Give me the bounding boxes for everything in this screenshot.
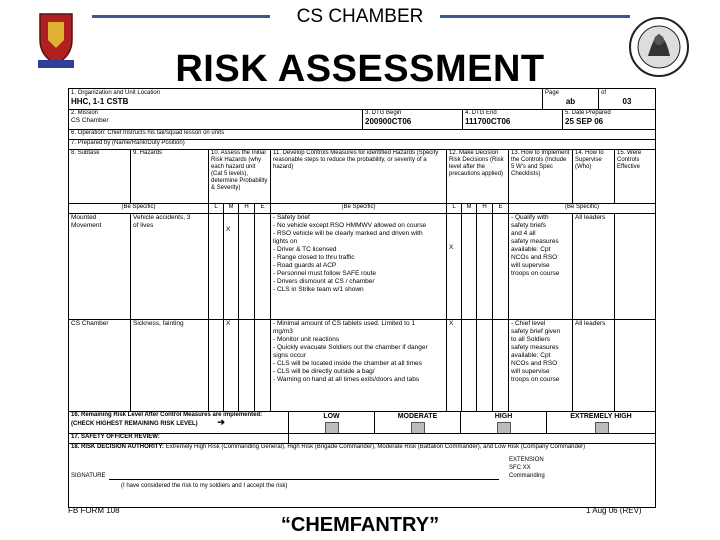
row-effective <box>615 213 655 319</box>
row-mark: X <box>226 226 231 233</box>
form-row-organization <box>69 89 655 110</box>
row-controls: - Minimal amount of CS tablets used. Limited to 1 mg/m3 - Monitor unit reactions - Quickly evacuate Soldiers out the chamber if danger signs occur - CLS will be located inside the chamber at all times - CLS will be directly outside a bag/ - Warning on hand at all times exits/doors and tabs <box>271 319 447 411</box>
row-e <box>255 213 271 319</box>
signature-note: (I have considered the risk to my soldiers and I accept the risk) <box>121 483 288 489</box>
lvl2-m: M <box>462 203 477 213</box>
col-supervise: 14. How to Supervise (Who) <box>573 149 615 203</box>
column-header-row <box>69 149 655 204</box>
chemical-seal-icon <box>628 16 690 78</box>
row-mark: X <box>226 320 231 327</box>
row-risk-h <box>477 319 493 411</box>
arrow-icon: ➔ <box>217 417 225 427</box>
row-risk-e <box>493 319 509 411</box>
lvl-h: H <box>239 203 255 213</box>
lvl2-h: H <box>477 203 493 213</box>
page-title: RISK ASSESSMENT <box>175 48 545 90</box>
row-risk-h <box>477 213 493 319</box>
row-supervise: All leaders <box>573 213 615 319</box>
page-cell <box>543 89 599 109</box>
dtg-begin-value: 200900CT06 <box>365 117 412 126</box>
safety-review-blank <box>289 433 655 443</box>
header-rule-right <box>440 15 630 18</box>
risk-extreme-checkbox[interactable] <box>595 422 609 433</box>
of-label: of <box>601 90 607 96</box>
row-risk-m <box>462 213 477 319</box>
row-supervise: All leaders <box>573 319 615 411</box>
lvl-m: M <box>224 203 239 213</box>
spec-label-b: (Be Specific) <box>271 203 447 213</box>
row-e <box>255 319 271 411</box>
risk-extreme-cell <box>547 411 655 433</box>
unit-crest-icon <box>34 10 78 72</box>
row-subtask: CS Chamber <box>69 319 131 411</box>
row-h <box>239 319 255 411</box>
col-decision: 12. Make Decision Risk Decisions (Risk level after the precautions applied) <box>447 149 509 203</box>
lvl2-l: L <box>447 203 462 213</box>
remaining-risk-row <box>69 411 655 434</box>
risk-moderate-cell <box>375 411 461 433</box>
row-subtask: Mounted Movement <box>69 213 131 319</box>
row-risk-l <box>447 213 462 319</box>
dtg-end-value: 111700CT06 <box>465 117 511 126</box>
row-effective <box>615 319 655 411</box>
org-value: HHC, 1-1 CSTB <box>71 97 129 106</box>
mission-cell <box>69 109 363 129</box>
row-hazard: Vehicle accidents, 3 of lives <box>131 213 209 319</box>
row-l <box>209 213 224 319</box>
form-revision: 1 Aug 06 (REV) <box>586 506 642 515</box>
officer-label: SFC XX <box>509 465 531 471</box>
remaining-risk-label: 16. Remaining Risk Level After Control Measures are implemented: <box>71 412 263 418</box>
risk-low-checkbox[interactable] <box>325 422 339 433</box>
decision-authority-cell <box>69 443 655 497</box>
page-label: Page <box>545 90 560 96</box>
row-m <box>224 319 239 411</box>
mission-label: 2. Mission <box>71 110 99 116</box>
row-h <box>239 213 255 319</box>
date-value: 25 SEP 06 <box>565 117 604 126</box>
org-label: 1. Organization and Unit Location <box>71 90 161 96</box>
risk-extreme-label: EXTREMELY HIGH <box>570 413 632 420</box>
date-cell <box>563 109 655 129</box>
risk-moderate-label: MODERATE <box>397 413 438 420</box>
org-cell <box>69 89 543 109</box>
table-row <box>69 319 655 412</box>
risk-high-cell <box>461 411 547 433</box>
col-hazards: 9. Hazards <box>131 149 209 203</box>
row-risk-l <box>447 319 462 411</box>
row-hazard: Sickness, fainting <box>131 319 209 411</box>
dtg-begin-label: 3. DTG Begin <box>365 110 402 116</box>
remaining-risk-sub: (CHECK HIGHEST REMAINING RISK LEVEL) <box>71 421 198 427</box>
table-row <box>69 213 655 320</box>
decision-authority-label: 18. RISK DECISION AUTHORITY: <box>71 444 165 450</box>
remaining-risk-cell <box>69 411 289 433</box>
prepared-by-label: 7. Prepared by (Name/Rank/Duty Position) <box>71 140 185 146</box>
mission-value: CS Chamber <box>71 117 109 124</box>
row-risk-e <box>493 213 509 319</box>
of-value: 03 <box>622 97 632 106</box>
chamber-heading: CS CHAMBER <box>296 6 424 27</box>
of-cell <box>599 89 655 109</box>
row-l <box>209 319 224 411</box>
safety-review-label: 17. SAFETY OFFICER REVIEW: <box>69 433 289 443</box>
commanding-label: Commanding <box>509 473 545 479</box>
decision-authority-row <box>69 443 655 497</box>
header-rule-left <box>92 15 270 18</box>
row-risk-m <box>462 319 477 411</box>
dtg-end-cell <box>463 109 563 129</box>
footer-motto: “CHEMFANTRY” <box>280 514 440 536</box>
page-value: ab <box>565 97 576 106</box>
signature-line[interactable] <box>109 479 499 480</box>
spec-label-a: (Be Specific) <box>69 203 209 213</box>
col-assess: 10. Assess the Initial Risk Hazards (why each hazard unit (Cat 5 levels), determine Probability & Severity) <box>209 149 271 203</box>
dtg-begin-cell <box>363 109 463 129</box>
signature-label: SIGNATURE <box>71 473 106 479</box>
dtg-end-label: 4. DTG End <box>465 110 497 116</box>
row-controls: - Safety brief - No vehicle except RSO HMMWV allowed on course - RSO vehicle will be clearly marked and driven with lights on - Driver & TC licensed - Range closed to thru traffic - Road guards at ACP - Personnel must follow SAFE route - Drivers dismount at CS / chamber - CLS in Strike team w/1 shown <box>271 213 447 319</box>
risk-assessment-form <box>68 88 656 508</box>
risk-low-cell <box>289 411 375 433</box>
risk-moderate-checkbox[interactable] <box>411 422 425 433</box>
date-label: 5. Date Prepared <box>565 110 611 116</box>
operation-label: 6. Operation: Chief Instructs his tail/squad lesson on units <box>71 130 225 136</box>
spec-label-c: (Be Specific) <box>564 204 599 210</box>
col-implement: 13. How to Implement the Controls (Include 5 W's and Spec Checklists) <box>509 149 573 203</box>
lvl2-e: E <box>493 203 509 213</box>
row-m <box>224 213 239 319</box>
form-number: FB FORM 108 <box>68 506 120 515</box>
risk-high-checkbox[interactable] <box>497 422 511 433</box>
risk-low-label: LOW <box>323 413 340 420</box>
decision-authority-text: Extremely High Risk (Commanding General), High Risk (Brigade Commander), Moderate Risk (Battalion Commander), and Low Risk (Company Commander) <box>165 444 586 450</box>
row-risk-mark: X <box>449 244 454 251</box>
col-controls: 11. Develop Controls Measures for identified Hazards (Specify reasonable steps to reduce the probability, or severity of a hazard) <box>271 149 447 203</box>
row-implement: - Qualify with safety briefs and 4 all safety measures available: Cpt NCOs and RSO will supervise troops on course <box>509 213 573 319</box>
row-implement: - Chief level safety brief given to all Soldiers safety measures available: Cpt NCOs and RSO will supervise troops on course <box>509 319 573 411</box>
row-risk-mark: X <box>449 320 454 327</box>
risk-high-label: HIGH <box>494 413 513 420</box>
lvl-e: E <box>255 203 271 213</box>
form-row-mission <box>69 109 655 130</box>
extension-label: EXTENSION <box>509 457 544 463</box>
col-effective: 15. Were Controls Effective <box>617 150 642 170</box>
lvl-l: L <box>209 203 224 213</box>
col-subtask: 8. Subtask <box>69 149 131 203</box>
